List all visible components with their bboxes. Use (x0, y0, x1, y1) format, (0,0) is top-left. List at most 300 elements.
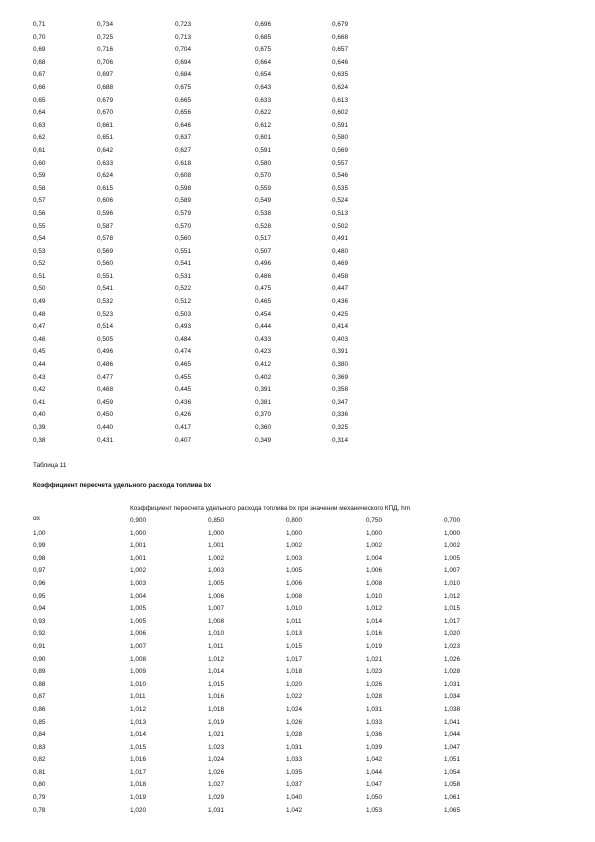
value-cell: 0,570 (175, 222, 191, 230)
table-row (33, 565, 484, 578)
value-cell: 0,423 (255, 348, 271, 356)
value-cell: 0,613 (332, 96, 348, 104)
row-key-cell: 0,39 (33, 424, 46, 431)
row-key-cell: 0,68 (33, 58, 46, 66)
value-cell: 0,551 (97, 272, 113, 280)
value-cell: 1,013 (286, 630, 302, 638)
value-cell: 1,065 (444, 806, 460, 814)
row-key-cell: 0,81 (33, 768, 46, 776)
row-key-cell: 0,41 (33, 398, 46, 406)
value-cell: 0,725 (97, 33, 113, 41)
value-cell: 0,465 (255, 298, 271, 306)
value-cell: 1,037 (286, 781, 302, 789)
value-cell: 0,557 (332, 159, 348, 167)
table-row (33, 321, 392, 334)
value-cell: 1,012 (366, 605, 382, 613)
value-cell: 0,668 (332, 33, 348, 41)
value-cell: 1,014 (208, 668, 224, 676)
column-group-header: Коэффициент пересчета удельного расхода топлива bx при значении механического КПД, hm (130, 505, 410, 512)
table-row (33, 540, 484, 553)
value-cell: 0,431 (97, 436, 113, 444)
value-cell: 1,042 (286, 806, 302, 814)
value-cell: 1,018 (286, 668, 302, 676)
table-row (33, 132, 392, 145)
row-key-cell: 0,62 (33, 134, 46, 142)
row-key-cell: 0,47 (33, 323, 46, 331)
value-cell: 0,602 (332, 109, 348, 117)
row-key-cell: 0,83 (33, 743, 46, 751)
row-key-cell: 0,98 (33, 554, 46, 562)
value-cell: 1,018 (208, 705, 224, 713)
table-row (33, 641, 484, 654)
table-row (33, 233, 392, 246)
value-cell: 1,001 (130, 542, 146, 550)
value-cell: 0,670 (97, 109, 113, 117)
table-row (33, 384, 392, 397)
row-key-cell: 0,56 (33, 209, 46, 217)
table-row (33, 195, 392, 208)
table-row (33, 409, 392, 422)
value-cell: 0,454 (255, 310, 271, 318)
value-cell: 0,646 (175, 121, 191, 129)
value-cell: 0,496 (255, 260, 271, 268)
table-row (33, 246, 392, 259)
value-cell: 0,570 (255, 172, 271, 180)
value-cell: 0,643 (255, 83, 271, 91)
value-cell: 0,535 (332, 184, 348, 192)
row-key-cell: 0,87 (33, 693, 46, 701)
value-cell: 0,559 (255, 184, 271, 192)
value-cell: 0,578 (97, 235, 113, 243)
value-cell: 0,685 (255, 33, 271, 41)
value-cell: 0,704 (175, 46, 191, 54)
value-cell: 0,637 (175, 134, 191, 142)
table-row (33, 578, 484, 591)
row-key-cell: 0,45 (33, 348, 46, 356)
value-cell: 1,013 (130, 718, 146, 726)
value-cell: 0,579 (175, 209, 191, 217)
value-cell: 1,053 (366, 806, 382, 814)
value-cell: 0,589 (175, 197, 191, 205)
table-row (33, 69, 392, 82)
value-cell: 0,569 (97, 247, 113, 255)
table-row (33, 359, 392, 372)
value-cell: 1,008 (286, 592, 302, 600)
value-cell: 1,009 (130, 668, 146, 676)
value-cell: 1,016 (208, 693, 224, 701)
value-cell: 1,026 (286, 718, 302, 726)
value-cell: 0,507 (255, 247, 271, 255)
table-row (33, 283, 392, 296)
value-cell: 1,014 (130, 731, 146, 739)
value-cell: 1,002 (366, 542, 382, 550)
value-cell: 1,006 (286, 579, 302, 587)
value-cell: 0,426 (175, 411, 191, 419)
value-cell: 0,336 (332, 411, 348, 419)
row-key-cell: 0,65 (33, 96, 46, 104)
top-data-table (33, 19, 392, 447)
value-cell: 1,023 (208, 743, 224, 751)
value-cell: 1,039 (366, 743, 382, 751)
row-key-cell: 0,89 (33, 668, 46, 676)
table-row (33, 346, 392, 359)
bottom-table-header (33, 515, 484, 528)
value-cell: 1,044 (444, 731, 460, 739)
value-cell: 1,031 (286, 743, 302, 751)
row-key-cell: 0,63 (33, 121, 46, 129)
value-cell: 1,015 (444, 605, 460, 613)
table-row (33, 145, 392, 158)
bottom-table-body (33, 528, 484, 818)
row-key-cell: 1,00 (33, 529, 46, 537)
table-row (33, 679, 484, 692)
value-cell: 1,044 (366, 768, 382, 776)
table-row (33, 309, 392, 322)
value-cell: 1,015 (286, 642, 302, 650)
value-cell: 1,050 (366, 794, 382, 802)
table-row (33, 44, 392, 57)
value-cell: 1,005 (444, 554, 460, 562)
value-cell: 1,000 (444, 529, 460, 537)
table-row (33, 435, 392, 448)
value-cell: 0,528 (255, 222, 271, 230)
row-key-cell: 0,43 (33, 373, 46, 381)
row-key-cell: 0,58 (33, 184, 46, 192)
value-cell: 1,006 (130, 630, 146, 638)
value-cell: 1,000 (286, 529, 302, 537)
value-cell: 1,002 (208, 554, 224, 562)
value-cell: 0,541 (97, 285, 113, 293)
value-cell: 0,496 (97, 348, 113, 356)
header-row (33, 515, 484, 528)
value-cell: 0,380 (332, 361, 348, 369)
row-key-cell: 0,67 (33, 71, 46, 79)
value-cell: 1,008 (130, 655, 146, 663)
value-cell: 0,646 (332, 58, 348, 66)
value-cell: 1,010 (444, 579, 460, 587)
row-key-cell: 0,80 (33, 781, 46, 789)
value-cell: 0,587 (97, 222, 113, 230)
value-cell: 0,517 (255, 235, 271, 243)
value-cell: 1,035 (286, 768, 302, 776)
value-cell: 1,028 (286, 731, 302, 739)
value-cell: 1,021 (366, 655, 382, 663)
table-row (33, 334, 392, 347)
value-cell: 1,047 (444, 743, 460, 751)
value-cell: 1,017 (444, 617, 460, 625)
value-cell: 0,412 (255, 361, 271, 369)
value-cell: 1,016 (130, 756, 146, 764)
table-row (33, 57, 392, 70)
value-cell: 0,436 (175, 398, 191, 406)
value-cell: 1,028 (444, 668, 460, 676)
value-cell: 0,560 (97, 260, 113, 268)
table-row (33, 729, 484, 742)
table-row (33, 792, 484, 805)
value-cell: 1,042 (366, 756, 382, 764)
value-cell: 0,541 (175, 260, 191, 268)
value-cell: 0,502 (332, 222, 348, 230)
value-cell: 1,019 (208, 718, 224, 726)
conversion-coefficient-table (33, 515, 484, 817)
value-cell: 1,017 (130, 768, 146, 776)
value-cell: 0,514 (97, 323, 113, 331)
value-cell: 1,005 (208, 579, 224, 587)
value-cell: 1,000 (130, 529, 146, 537)
row-key-cell: 0,96 (33, 579, 46, 587)
table-row (33, 296, 392, 309)
table-row (33, 19, 392, 32)
value-cell: 0,349 (255, 436, 271, 444)
value-cell: 1,008 (208, 617, 224, 625)
value-cell: 0,381 (255, 398, 271, 406)
row-key-cell: 0,70 (33, 33, 46, 41)
value-cell: 0,459 (97, 398, 113, 406)
value-cell: 1,018 (130, 781, 146, 789)
value-cell: 0,706 (97, 58, 113, 66)
row-key-cell: 0,86 (33, 705, 46, 713)
value-cell: 1,015 (208, 680, 224, 688)
value-cell: 0,531 (175, 272, 191, 280)
value-cell: 1,054 (444, 768, 460, 776)
value-cell: 1,020 (286, 680, 302, 688)
value-cell: 1,004 (130, 592, 146, 600)
value-cell: 0,532 (97, 298, 113, 306)
value-cell: 1,020 (130, 806, 146, 814)
row-key-cell: 0,57 (33, 197, 46, 205)
value-cell: 1,061 (444, 794, 460, 802)
table-row (33, 704, 484, 717)
value-cell: 1,019 (130, 794, 146, 802)
table-row (33, 717, 484, 730)
value-cell: 1,031 (444, 680, 460, 688)
value-cell: 0,633 (97, 159, 113, 167)
table-row (33, 82, 392, 95)
table-number-label: Таблица 11 (33, 462, 67, 469)
value-cell: 1,005 (130, 617, 146, 625)
value-cell: 0,627 (175, 146, 191, 154)
table-row (33, 767, 484, 780)
table-row (33, 183, 392, 196)
table-row (33, 754, 484, 767)
value-cell: 0,493 (175, 323, 191, 331)
row-key-cell: 0,94 (33, 605, 46, 613)
value-cell: 1,034 (444, 693, 460, 701)
value-cell: 1,031 (366, 705, 382, 713)
value-cell: 0,370 (255, 411, 271, 419)
value-cell: 0,624 (332, 83, 348, 91)
value-cell: 0,360 (255, 424, 271, 431)
value-cell: 0,417 (175, 424, 191, 431)
value-cell: 0,469 (332, 260, 348, 268)
value-cell: 0,569 (332, 146, 348, 154)
value-cell: 0,347 (332, 398, 348, 406)
value-cell: 0,675 (175, 83, 191, 91)
table-row (33, 271, 392, 284)
value-cell: 0,458 (332, 272, 348, 280)
value-cell: 0,651 (97, 134, 113, 142)
table-row (33, 170, 392, 183)
value-cell: 0,664 (255, 58, 271, 66)
row-key-cell: 0,53 (33, 247, 46, 255)
table-row (33, 691, 484, 704)
row-key-cell: 0,64 (33, 109, 46, 117)
value-cell: 1,014 (366, 617, 382, 625)
value-cell: 0,618 (175, 159, 191, 167)
row-key-cell: 0,95 (33, 592, 46, 600)
value-cell: 1,010 (286, 605, 302, 613)
table-row (33, 158, 392, 171)
value-cell: 0,688 (97, 83, 113, 91)
row-key-cell: 0,40 (33, 411, 46, 419)
value-cell: 0,468 (97, 386, 113, 394)
value-cell: 0,696 (255, 21, 271, 28)
value-cell: 1,001 (130, 554, 146, 562)
value-cell: 1,012 (444, 592, 460, 600)
value-cell: 0,723 (175, 21, 191, 28)
table-row (33, 779, 484, 792)
value-cell: 0,612 (255, 121, 271, 129)
value-cell: 0,596 (97, 209, 113, 217)
value-cell: 0,675 (255, 46, 271, 54)
row-key-cell: 0,44 (33, 361, 46, 369)
value-cell: 1,002 (444, 542, 460, 550)
value-cell: 1,011 (130, 693, 146, 701)
value-cell: 1,003 (286, 554, 302, 562)
row-key-cell: 0,90 (33, 655, 46, 663)
value-cell: 1,006 (366, 567, 382, 575)
value-cell: 1,022 (286, 693, 302, 701)
row-key-cell: 0,78 (33, 806, 46, 814)
value-cell: 0,474 (175, 348, 191, 356)
value-cell: 1,003 (208, 567, 224, 575)
table-row (33, 603, 484, 616)
table-row (33, 805, 484, 818)
table-row (33, 528, 484, 541)
table-row (33, 553, 484, 566)
efficiency-header-cell: 0,700 (444, 517, 460, 524)
value-cell: 0,580 (332, 134, 348, 142)
row-key-cell: 0,51 (33, 272, 46, 280)
value-cell: 0,606 (97, 197, 113, 205)
value-cell: 1,010 (130, 680, 146, 688)
row-key-cell: 0,66 (33, 83, 46, 91)
table-row (33, 422, 392, 435)
value-cell: 0,475 (255, 285, 271, 293)
value-cell: 1,010 (366, 592, 382, 600)
table-row (33, 666, 484, 679)
value-cell: 0,608 (175, 172, 191, 180)
row-key-cell: 0,55 (33, 222, 46, 230)
value-cell: 1,017 (286, 655, 302, 663)
value-cell: 1,029 (208, 794, 224, 802)
value-cell: 1,031 (208, 806, 224, 814)
value-cell: 0,538 (255, 209, 271, 217)
value-cell: 0,684 (175, 71, 191, 79)
value-cell: 1,051 (444, 756, 460, 764)
value-cell: 0,549 (255, 197, 271, 205)
row-key-cell: 0,91 (33, 642, 46, 650)
value-cell: 1,015 (130, 743, 146, 751)
value-cell: 0,654 (255, 71, 271, 79)
value-cell: 0,465 (175, 361, 191, 369)
row-key-cell: 0,61 (33, 146, 46, 154)
value-cell: 1,011 (208, 642, 224, 650)
row-key-cell: 0,93 (33, 617, 46, 625)
stub-header-cell (33, 515, 130, 528)
row-key-cell: 0,97 (33, 567, 46, 575)
value-cell: 0,425 (332, 310, 348, 318)
value-cell: 1,026 (444, 655, 460, 663)
table-row (33, 32, 392, 45)
row-key-cell: 0,42 (33, 386, 46, 394)
value-cell: 0,580 (255, 159, 271, 167)
value-cell: 0,591 (255, 146, 271, 154)
value-cell: 0,679 (332, 21, 348, 28)
value-cell: 1,007 (208, 605, 224, 613)
value-cell: 0,445 (175, 386, 191, 394)
row-key-cell: 0,48 (33, 310, 46, 318)
row-key-cell: 0,50 (33, 285, 46, 293)
row-key-cell: 0,46 (33, 335, 46, 343)
value-cell: 0,665 (175, 96, 191, 104)
value-cell: 0,436 (332, 298, 348, 306)
value-cell: 0,661 (97, 121, 113, 129)
table-row (33, 120, 392, 133)
value-cell: 0,591 (332, 121, 348, 129)
value-cell: 1,005 (286, 567, 302, 575)
value-cell: 0,358 (332, 386, 348, 394)
efficiency-header-cell: 0,850 (208, 517, 224, 524)
value-cell: 0,391 (332, 348, 348, 356)
value-cell: 1,047 (366, 781, 382, 789)
value-cell: 1,036 (366, 731, 382, 739)
value-cell: 0,633 (255, 96, 271, 104)
value-cell: 1,000 (208, 529, 224, 537)
value-cell: 1,000 (366, 529, 382, 537)
value-cell: 0,325 (332, 424, 348, 431)
value-cell: 0,615 (97, 184, 113, 192)
value-cell: 1,006 (208, 592, 224, 600)
value-cell: 0,551 (175, 247, 191, 255)
value-cell: 0,734 (97, 21, 113, 28)
value-cell: 1,004 (366, 554, 382, 562)
value-cell: 1,012 (130, 705, 146, 713)
value-cell: 0,679 (97, 96, 113, 104)
value-cell: 1,026 (366, 680, 382, 688)
value-cell: 0,694 (175, 58, 191, 66)
value-cell: 0,546 (332, 172, 348, 180)
value-cell: 1,026 (208, 768, 224, 776)
value-cell: 0,486 (97, 361, 113, 369)
value-cell: 0,414 (332, 323, 348, 331)
table-row (33, 397, 392, 410)
table-row (33, 591, 484, 604)
value-cell: 0,440 (97, 424, 113, 431)
value-cell: 1,040 (286, 794, 302, 802)
row-key-cell: 0,85 (33, 718, 46, 726)
row-key-cell: 0,84 (33, 731, 46, 739)
value-cell: 0,560 (175, 235, 191, 243)
value-cell: 0,447 (332, 285, 348, 293)
efficiency-header-cell: 0,900 (130, 517, 146, 524)
value-cell: 1,023 (366, 668, 382, 676)
row-key-cell: 0,92 (33, 630, 46, 638)
value-cell: 1,020 (444, 630, 460, 638)
top-table-body (33, 19, 392, 447)
table-row (33, 107, 392, 120)
table-row (33, 616, 484, 629)
